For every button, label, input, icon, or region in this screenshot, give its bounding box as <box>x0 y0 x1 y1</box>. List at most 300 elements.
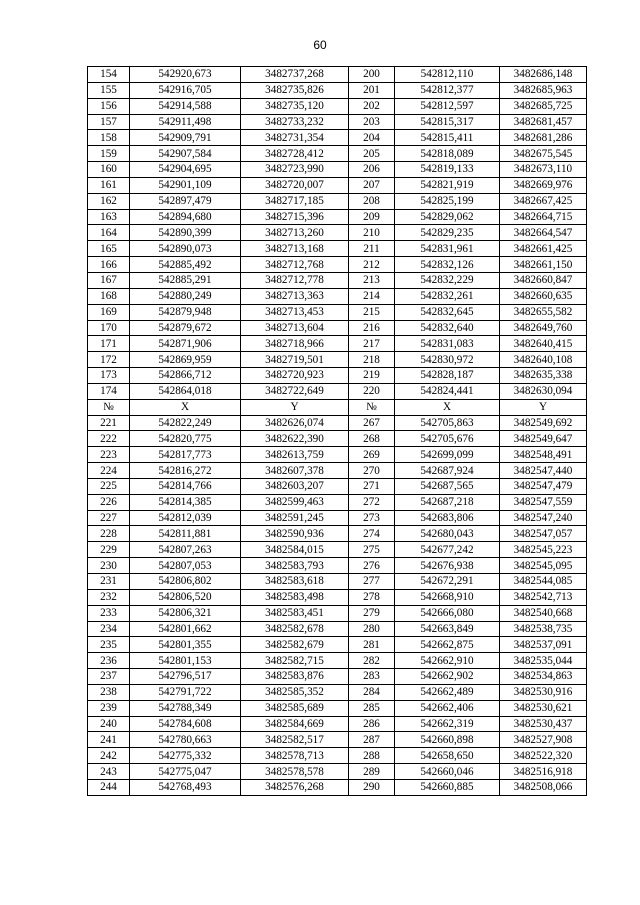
y-coordinate-cell: 3482733,232 <box>241 114 349 130</box>
x-coordinate-cell: 542914,588 <box>130 98 241 114</box>
y-coordinate-cell: 3482547,479 <box>500 478 587 494</box>
x-coordinate-cell: 542705,863 <box>395 415 500 431</box>
table-row <box>88 510 587 526</box>
x-coordinate-cell: 542687,565 <box>395 478 500 494</box>
table-row <box>88 478 587 494</box>
y-coordinate-cell: 3482584,015 <box>241 542 349 558</box>
x-coordinate-cell: 542890,399 <box>130 225 241 241</box>
point-number-cell: 238 <box>88 684 130 700</box>
x-coordinate-cell: 542668,910 <box>395 589 500 605</box>
y-coordinate-cell: 3482547,240 <box>500 510 587 526</box>
table-row <box>88 558 587 574</box>
point-number-cell: 289 <box>349 764 395 780</box>
table-row <box>88 653 587 669</box>
y-coordinate-cell: 3482583,498 <box>241 589 349 605</box>
x-coordinate-cell: 542911,498 <box>130 114 241 130</box>
point-number-cell: 244 <box>88 779 130 795</box>
x-coordinate-cell: 542815,411 <box>395 130 500 146</box>
point-number-cell: 276 <box>349 558 395 574</box>
x-coordinate-cell: 542806,520 <box>130 589 241 605</box>
x-coordinate-cell: 542864,018 <box>130 383 241 399</box>
point-number-cell: 242 <box>88 748 130 764</box>
x-coordinate-cell: 542812,377 <box>395 82 500 98</box>
x-coordinate-cell: 542660,885 <box>395 779 500 795</box>
y-coordinate-cell: 3482578,578 <box>241 764 349 780</box>
point-number-cell: 215 <box>349 304 395 320</box>
y-coordinate-cell: 3482731,354 <box>241 130 349 146</box>
x-coordinate-cell: 542904,695 <box>130 162 241 178</box>
x-coordinate-cell: 542801,153 <box>130 653 241 669</box>
coordinates-table <box>87 66 587 796</box>
point-number-cell: 271 <box>349 478 395 494</box>
table-row <box>88 209 587 225</box>
x-coordinate-cell: 542909,791 <box>130 130 241 146</box>
x-coordinate-cell: 542885,492 <box>130 257 241 273</box>
x-coordinate-cell: 542658,650 <box>395 748 500 764</box>
table-row <box>88 700 587 716</box>
y-coordinate-cell: 3482718,966 <box>241 336 349 352</box>
y-coordinate-cell: 3482664,715 <box>500 209 587 225</box>
y-coordinate-cell: 3482685,725 <box>500 98 587 114</box>
point-number-cell: 228 <box>88 526 130 542</box>
y-coordinate-cell: 3482669,976 <box>500 177 587 193</box>
y-coordinate-cell: 3482713,453 <box>241 304 349 320</box>
point-number-cell: 154 <box>88 67 130 83</box>
y-coordinate-cell: 3482542,713 <box>500 589 587 605</box>
x-coordinate-cell: 542680,043 <box>395 526 500 542</box>
point-number-cell: 209 <box>349 209 395 225</box>
point-number-cell: 221 <box>88 415 130 431</box>
point-number-cell: 225 <box>88 478 130 494</box>
table-row <box>88 684 587 700</box>
point-number-cell: 162 <box>88 193 130 209</box>
y-coordinate-cell: 3482508,066 <box>500 779 587 795</box>
y-coordinate-cell: 3482530,437 <box>500 716 587 732</box>
page-number: 60 <box>313 38 327 52</box>
table-row <box>88 146 587 162</box>
table-row <box>88 716 587 732</box>
x-coordinate-cell: 542662,902 <box>395 669 500 685</box>
y-coordinate-cell: 3482664,547 <box>500 225 587 241</box>
point-number-cell: 284 <box>349 684 395 700</box>
column-header-row <box>88 399 587 415</box>
y-coordinate-cell: 3482547,057 <box>500 526 587 542</box>
y-coordinate-cell: 3482667,425 <box>500 193 587 209</box>
x-coordinate-cell: 542820,775 <box>130 431 241 447</box>
column-header-cell: X <box>395 399 500 415</box>
table-row <box>88 193 587 209</box>
y-coordinate-cell: 3482660,635 <box>500 288 587 304</box>
column-header-cell: № <box>88 399 130 415</box>
table-row <box>88 779 587 795</box>
table-row <box>88 415 587 431</box>
y-coordinate-cell: 3482673,110 <box>500 162 587 178</box>
point-number-cell: 236 <box>88 653 130 669</box>
point-number-cell: 206 <box>349 162 395 178</box>
x-coordinate-cell: 542829,235 <box>395 225 500 241</box>
x-coordinate-cell: 542775,047 <box>130 764 241 780</box>
x-coordinate-cell: 542817,773 <box>130 447 241 463</box>
y-coordinate-cell: 3482660,847 <box>500 272 587 288</box>
y-coordinate-cell: 3482613,759 <box>241 447 349 463</box>
y-coordinate-cell: 3482584,669 <box>241 716 349 732</box>
point-number-cell: 239 <box>88 700 130 716</box>
x-coordinate-cell: 542879,672 <box>130 320 241 336</box>
y-coordinate-cell: 3482603,207 <box>241 478 349 494</box>
x-coordinate-cell: 542866,712 <box>130 368 241 384</box>
x-coordinate-cell: 542916,705 <box>130 82 241 98</box>
point-number-cell: 222 <box>88 431 130 447</box>
y-coordinate-cell: 3482681,457 <box>500 114 587 130</box>
table-row <box>88 574 587 590</box>
x-coordinate-cell: 542829,062 <box>395 209 500 225</box>
point-number-cell: 232 <box>88 589 130 605</box>
x-coordinate-cell: 542818,089 <box>395 146 500 162</box>
y-coordinate-cell: 3482530,916 <box>500 684 587 700</box>
x-coordinate-cell: 542768,493 <box>130 779 241 795</box>
y-coordinate-cell: 3482635,338 <box>500 368 587 384</box>
point-number-cell: 205 <box>349 146 395 162</box>
x-coordinate-cell: 542816,272 <box>130 463 241 479</box>
x-coordinate-cell: 542666,080 <box>395 605 500 621</box>
y-coordinate-cell: 3482681,286 <box>500 130 587 146</box>
table-row <box>88 669 587 685</box>
x-coordinate-cell: 542832,640 <box>395 320 500 336</box>
table-row <box>88 764 587 780</box>
table-row <box>88 130 587 146</box>
y-coordinate-cell: 3482547,440 <box>500 463 587 479</box>
x-coordinate-cell: 542890,073 <box>130 241 241 257</box>
x-coordinate-cell: 542812,597 <box>395 98 500 114</box>
point-number-cell: 290 <box>349 779 395 795</box>
point-number-cell: 155 <box>88 82 130 98</box>
x-coordinate-cell: 542828,187 <box>395 368 500 384</box>
point-number-cell: 217 <box>349 336 395 352</box>
x-coordinate-cell: 542788,349 <box>130 700 241 716</box>
table-row <box>88 383 587 399</box>
x-coordinate-cell: 542907,584 <box>130 146 241 162</box>
x-coordinate-cell: 542660,046 <box>395 764 500 780</box>
point-number-cell: 275 <box>349 542 395 558</box>
point-number-cell: 164 <box>88 225 130 241</box>
x-coordinate-cell: 542825,199 <box>395 193 500 209</box>
y-coordinate-cell: 3482715,396 <box>241 209 349 225</box>
y-coordinate-cell: 3482585,352 <box>241 684 349 700</box>
point-number-cell: 287 <box>349 732 395 748</box>
x-coordinate-cell: 542824,441 <box>395 383 500 399</box>
column-header-cell: Y <box>241 399 349 415</box>
table-row <box>88 320 587 336</box>
y-coordinate-cell: 3482537,091 <box>500 637 587 653</box>
x-coordinate-cell: 542705,676 <box>395 431 500 447</box>
y-coordinate-cell: 3482661,425 <box>500 241 587 257</box>
point-number-cell: 285 <box>349 700 395 716</box>
x-coordinate-cell: 542806,321 <box>130 605 241 621</box>
y-coordinate-cell: 3482534,863 <box>500 669 587 685</box>
y-coordinate-cell: 3482737,268 <box>241 67 349 83</box>
x-coordinate-cell: 542812,039 <box>130 510 241 526</box>
table-row <box>88 368 587 384</box>
point-number-cell: 171 <box>88 336 130 352</box>
y-coordinate-cell: 3482723,990 <box>241 162 349 178</box>
point-number-cell: 240 <box>88 716 130 732</box>
y-coordinate-cell: 3482548,491 <box>500 447 587 463</box>
table-row <box>88 542 587 558</box>
y-coordinate-cell: 3482544,085 <box>500 574 587 590</box>
y-coordinate-cell: 3482661,150 <box>500 257 587 273</box>
x-coordinate-cell: 542830,972 <box>395 352 500 368</box>
table-row <box>88 67 587 83</box>
x-coordinate-cell: 542807,053 <box>130 558 241 574</box>
column-header-cell: X <box>130 399 241 415</box>
y-coordinate-cell: 3482583,876 <box>241 669 349 685</box>
y-coordinate-cell: 3482522,320 <box>500 748 587 764</box>
y-coordinate-cell: 3482607,378 <box>241 463 349 479</box>
x-coordinate-cell: 542660,898 <box>395 732 500 748</box>
x-coordinate-cell: 542821,919 <box>395 177 500 193</box>
y-coordinate-cell: 3482630,094 <box>500 383 587 399</box>
y-coordinate-cell: 3482599,463 <box>241 494 349 510</box>
x-coordinate-cell: 542663,849 <box>395 621 500 637</box>
x-coordinate-cell: 542662,875 <box>395 637 500 653</box>
y-coordinate-cell: 3482583,618 <box>241 574 349 590</box>
point-number-cell: 278 <box>349 589 395 605</box>
y-coordinate-cell: 3482626,074 <box>241 415 349 431</box>
point-number-cell: 269 <box>349 447 395 463</box>
y-coordinate-cell: 3482549,692 <box>500 415 587 431</box>
point-number-cell: 204 <box>349 130 395 146</box>
x-coordinate-cell: 542662,489 <box>395 684 500 700</box>
table-row <box>88 352 587 368</box>
table-row <box>88 431 587 447</box>
y-coordinate-cell: 3482582,517 <box>241 732 349 748</box>
point-number-cell: 219 <box>349 368 395 384</box>
table-row <box>88 336 587 352</box>
x-coordinate-cell: 542676,938 <box>395 558 500 574</box>
y-coordinate-cell: 3482527,908 <box>500 732 587 748</box>
point-number-cell: 160 <box>88 162 130 178</box>
x-coordinate-cell: 542814,766 <box>130 478 241 494</box>
x-coordinate-cell: 542801,355 <box>130 637 241 653</box>
x-coordinate-cell: 542796,517 <box>130 669 241 685</box>
x-coordinate-cell: 542662,910 <box>395 653 500 669</box>
y-coordinate-cell: 3482545,095 <box>500 558 587 574</box>
x-coordinate-cell: 542822,249 <box>130 415 241 431</box>
table-row <box>88 589 587 605</box>
point-number-cell: 220 <box>349 383 395 399</box>
point-number-cell: 174 <box>88 383 130 399</box>
y-coordinate-cell: 3482735,120 <box>241 98 349 114</box>
y-coordinate-cell: 3482655,582 <box>500 304 587 320</box>
point-number-cell: 282 <box>349 653 395 669</box>
table-row <box>88 304 587 320</box>
x-coordinate-cell: 542662,319 <box>395 716 500 732</box>
point-number-cell: 173 <box>88 368 130 384</box>
point-number-cell: 169 <box>88 304 130 320</box>
table-row <box>88 257 587 273</box>
table-row <box>88 526 587 542</box>
point-number-cell: 214 <box>349 288 395 304</box>
y-coordinate-cell: 3482712,778 <box>241 272 349 288</box>
x-coordinate-cell: 542885,291 <box>130 272 241 288</box>
y-coordinate-cell: 3482722,649 <box>241 383 349 399</box>
y-coordinate-cell: 3482582,679 <box>241 637 349 653</box>
y-coordinate-cell: 3482583,793 <box>241 558 349 574</box>
table-row <box>88 621 587 637</box>
x-coordinate-cell: 542811,881 <box>130 526 241 542</box>
y-coordinate-cell: 3482538,735 <box>500 621 587 637</box>
point-number-cell: 207 <box>349 177 395 193</box>
x-coordinate-cell: 542806,802 <box>130 574 241 590</box>
y-coordinate-cell: 3482585,689 <box>241 700 349 716</box>
table-row <box>88 447 587 463</box>
y-coordinate-cell: 3482713,604 <box>241 320 349 336</box>
point-number-cell: 227 <box>88 510 130 526</box>
x-coordinate-cell: 542831,083 <box>395 336 500 352</box>
point-number-cell: 274 <box>349 526 395 542</box>
x-coordinate-cell: 542901,109 <box>130 177 241 193</box>
y-coordinate-cell: 3482713,260 <box>241 225 349 241</box>
point-number-cell: 286 <box>349 716 395 732</box>
point-number-cell: 213 <box>349 272 395 288</box>
point-number-cell: 157 <box>88 114 130 130</box>
point-number-cell: 268 <box>349 431 395 447</box>
point-number-cell: 210 <box>349 225 395 241</box>
x-coordinate-cell: 542784,608 <box>130 716 241 732</box>
table-row <box>88 98 587 114</box>
table-row <box>88 637 587 653</box>
y-coordinate-cell: 3482582,715 <box>241 653 349 669</box>
x-coordinate-cell: 542832,229 <box>395 272 500 288</box>
y-coordinate-cell: 3482549,647 <box>500 431 587 447</box>
point-number-cell: 211 <box>349 241 395 257</box>
table-row <box>88 162 587 178</box>
point-number-cell: 231 <box>88 574 130 590</box>
y-coordinate-cell: 3482576,268 <box>241 779 349 795</box>
y-coordinate-cell: 3482640,415 <box>500 336 587 352</box>
point-number-cell: 159 <box>88 146 130 162</box>
table-row <box>88 114 587 130</box>
y-coordinate-cell: 3482540,668 <box>500 605 587 621</box>
point-number-cell: 158 <box>88 130 130 146</box>
y-coordinate-cell: 3482713,363 <box>241 288 349 304</box>
point-number-cell: 233 <box>88 605 130 621</box>
x-coordinate-cell: 542801,662 <box>130 621 241 637</box>
point-number-cell: 218 <box>349 352 395 368</box>
y-coordinate-cell: 3482590,936 <box>241 526 349 542</box>
point-number-cell: 200 <box>349 67 395 83</box>
point-number-cell: 283 <box>349 669 395 685</box>
point-number-cell: 267 <box>349 415 395 431</box>
y-coordinate-cell: 3482583,451 <box>241 605 349 621</box>
y-coordinate-cell: 3482516,918 <box>500 764 587 780</box>
y-coordinate-cell: 3482582,678 <box>241 621 349 637</box>
x-coordinate-cell: 542662,406 <box>395 700 500 716</box>
y-coordinate-cell: 3482720,007 <box>241 177 349 193</box>
point-number-cell: 163 <box>88 209 130 225</box>
y-coordinate-cell: 3482649,760 <box>500 320 587 336</box>
x-coordinate-cell: 542780,663 <box>130 732 241 748</box>
x-coordinate-cell: 542920,673 <box>130 67 241 83</box>
table-row <box>88 748 587 764</box>
table-row <box>88 272 587 288</box>
point-number-cell: 224 <box>88 463 130 479</box>
point-number-cell: 223 <box>88 447 130 463</box>
x-coordinate-cell: 542687,218 <box>395 494 500 510</box>
y-coordinate-cell: 3482717,185 <box>241 193 349 209</box>
table-row <box>88 225 587 241</box>
point-number-cell: 201 <box>349 82 395 98</box>
point-number-cell: 234 <box>88 621 130 637</box>
x-coordinate-cell: 542832,261 <box>395 288 500 304</box>
point-number-cell: 288 <box>349 748 395 764</box>
table-row <box>88 82 587 98</box>
x-coordinate-cell: 542672,291 <box>395 574 500 590</box>
point-number-cell: 235 <box>88 637 130 653</box>
x-coordinate-cell: 542814,385 <box>130 494 241 510</box>
y-coordinate-cell: 3482713,168 <box>241 241 349 257</box>
y-coordinate-cell: 3482712,768 <box>241 257 349 273</box>
point-number-cell: 280 <box>349 621 395 637</box>
table-row <box>88 463 587 479</box>
x-coordinate-cell: 542815,317 <box>395 114 500 130</box>
y-coordinate-cell: 3482685,963 <box>500 82 587 98</box>
x-coordinate-cell: 542819,133 <box>395 162 500 178</box>
y-coordinate-cell: 3482547,559 <box>500 494 587 510</box>
x-coordinate-cell: 542869,959 <box>130 352 241 368</box>
x-coordinate-cell: 542897,479 <box>130 193 241 209</box>
point-number-cell: 202 <box>349 98 395 114</box>
table-row <box>88 177 587 193</box>
table-row <box>88 605 587 621</box>
x-coordinate-cell: 542871,906 <box>130 336 241 352</box>
x-coordinate-cell: 542687,924 <box>395 463 500 479</box>
table-row <box>88 288 587 304</box>
point-number-cell: 203 <box>349 114 395 130</box>
table-row <box>88 241 587 257</box>
point-number-cell: 273 <box>349 510 395 526</box>
y-coordinate-cell: 3482728,412 <box>241 146 349 162</box>
x-coordinate-cell: 542791,722 <box>130 684 241 700</box>
x-coordinate-cell: 542894,680 <box>130 209 241 225</box>
column-header-cell: № <box>349 399 395 415</box>
x-coordinate-cell: 542831,961 <box>395 241 500 257</box>
x-coordinate-cell: 542880,249 <box>130 288 241 304</box>
y-coordinate-cell: 3482719,501 <box>241 352 349 368</box>
y-coordinate-cell: 3482720,923 <box>241 368 349 384</box>
x-coordinate-cell: 542699,099 <box>395 447 500 463</box>
point-number-cell: 161 <box>88 177 130 193</box>
y-coordinate-cell: 3482622,390 <box>241 431 349 447</box>
x-coordinate-cell: 542677,242 <box>395 542 500 558</box>
point-number-cell: 230 <box>88 558 130 574</box>
table-row <box>88 494 587 510</box>
x-coordinate-cell: 542683,806 <box>395 510 500 526</box>
x-coordinate-cell: 542812,110 <box>395 67 500 83</box>
point-number-cell: 237 <box>88 669 130 685</box>
y-coordinate-cell: 3482686,148 <box>500 67 587 83</box>
x-coordinate-cell: 542807,263 <box>130 542 241 558</box>
y-coordinate-cell: 3482675,545 <box>500 146 587 162</box>
point-number-cell: 277 <box>349 574 395 590</box>
y-coordinate-cell: 3482735,826 <box>241 82 349 98</box>
y-coordinate-cell: 3482545,223 <box>500 542 587 558</box>
point-number-cell: 281 <box>349 637 395 653</box>
y-coordinate-cell: 3482640,108 <box>500 352 587 368</box>
x-coordinate-cell: 542879,948 <box>130 304 241 320</box>
point-number-cell: 229 <box>88 542 130 558</box>
point-number-cell: 279 <box>349 605 395 621</box>
